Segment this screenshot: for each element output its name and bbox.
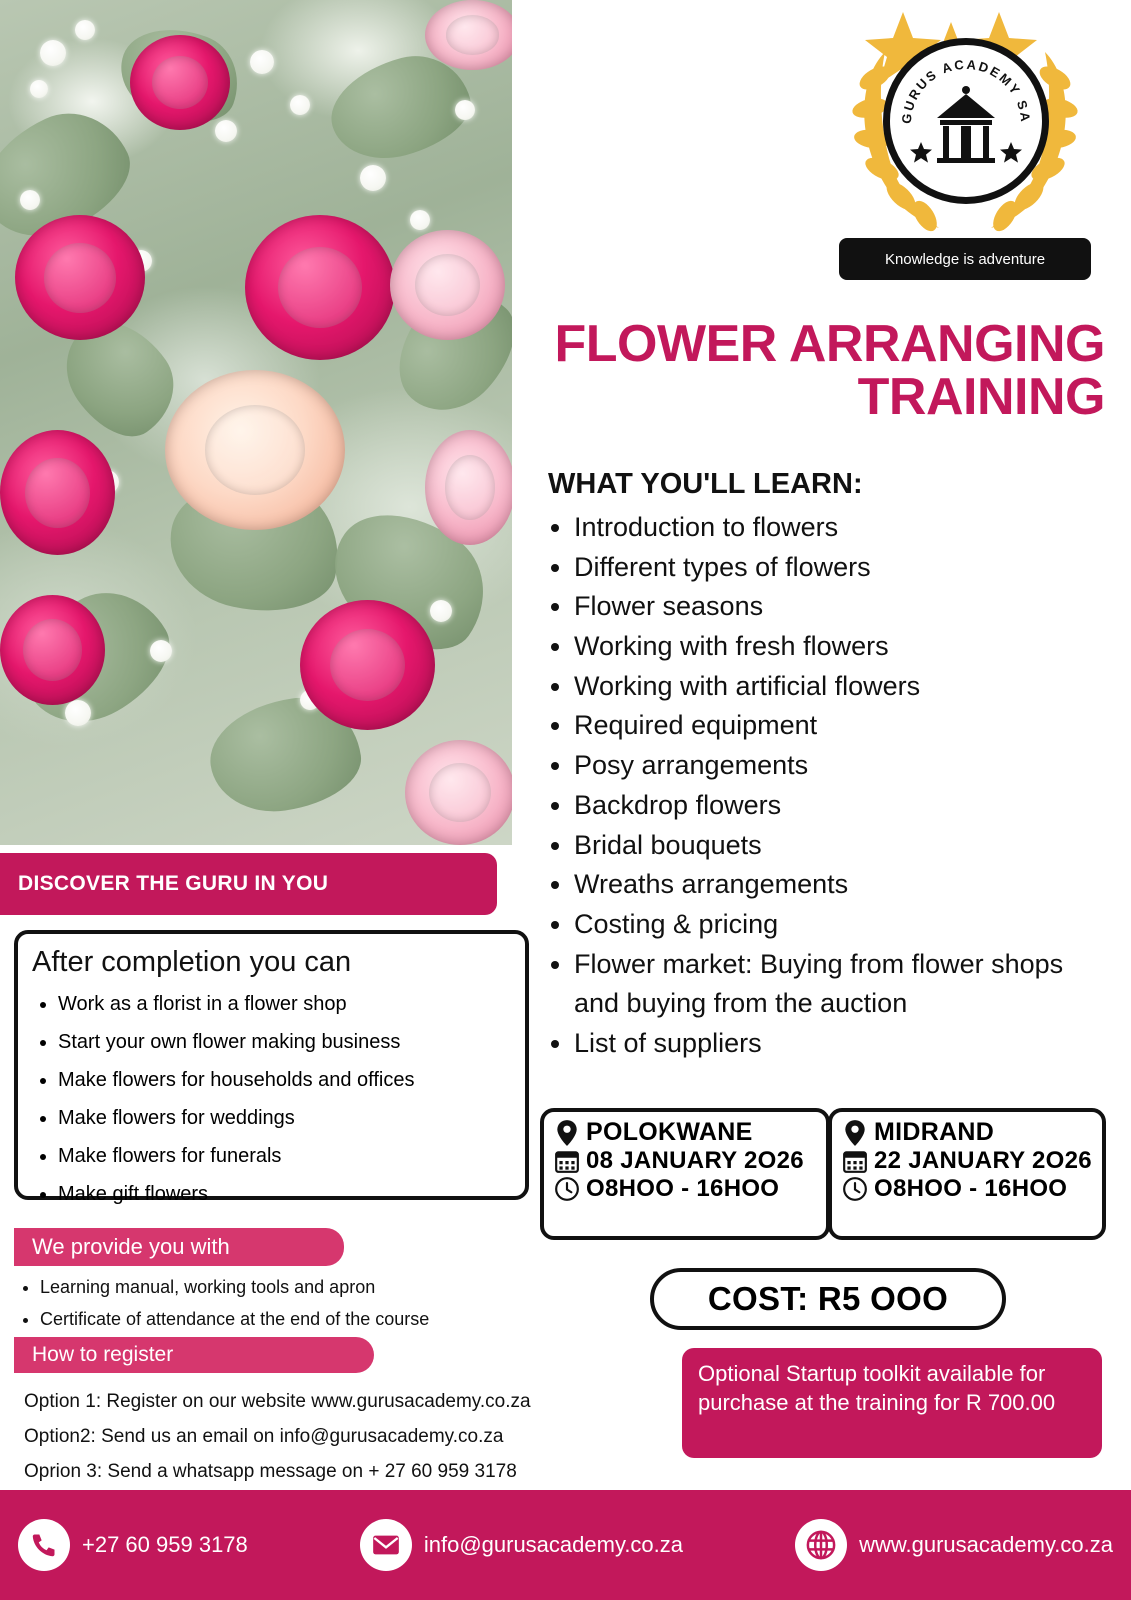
list-item: • Required equipment	[574, 706, 1108, 746]
list-item: • Work as a florist in a flower shop	[58, 985, 511, 1023]
location-pin-icon	[554, 1119, 580, 1147]
venue-date-row	[842, 1147, 1092, 1175]
register-option: Oprion 3: Send a whatsapp message on + 27 60 959 3178	[24, 1461, 517, 1483]
venue-time: O8HOO - 16HOO	[586, 1175, 780, 1202]
discover-banner	[0, 853, 497, 915]
register-option: Option 1: Register on our website www.gurusacademy.co.za	[24, 1391, 531, 1412]
venue-city: POLOKWANE	[586, 1118, 753, 1146]
footer-website-text: www.gurusacademy.co.za	[859, 1532, 1114, 1557]
flower-bouquet-photo	[0, 0, 512, 845]
list-item: • Introduction to flowers	[574, 508, 1108, 548]
list-item: • Costing & pricing	[574, 905, 1108, 945]
footer-phone-text: +27 60 959 3178	[82, 1532, 248, 1557]
page-title	[525, 315, 1105, 427]
venue-date: 08 JANUARY 2O26	[586, 1147, 804, 1174]
contact-footer	[0, 1490, 1131, 1600]
location-pin-icon	[842, 1119, 868, 1147]
register-heading-text: How to register	[32, 1343, 174, 1366]
list-item: • Learning manual, working tools and apron	[40, 1272, 580, 1304]
list-item: • Make gift flowers	[58, 1175, 511, 1213]
gazebo-icon	[891, 46, 1041, 196]
logo-tagline	[839, 238, 1091, 280]
list-item: • Different types of flowers	[574, 548, 1108, 588]
list-item: • List of suppliers	[574, 1024, 1108, 1064]
list-item: • Make flowers for households and offices	[58, 1061, 511, 1099]
venue-card-polokwane	[540, 1108, 830, 1240]
venue-time: O8HOO - 16HOO	[874, 1175, 1068, 1202]
provide-heading-tag	[14, 1228, 344, 1266]
clock-icon	[842, 1175, 868, 1203]
venue-time-row	[554, 1175, 816, 1203]
calendar-icon	[842, 1147, 868, 1175]
footer-phone[interactable]	[18, 1519, 248, 1571]
svg-text:GURUS ACADEMY SA: GURUS ACADEMY SA	[898, 56, 1034, 125]
list-item: • Flower market: Buying from flower shops and buying from the auction	[574, 945, 1108, 1024]
logo-tagline-text: Knowledge is adventure	[884, 250, 1046, 268]
list-item: • Working with artificial flowers	[574, 667, 1108, 707]
discover-banner-text: DISCOVER THE GURU IN YOU	[18, 872, 329, 895]
venue-city-row	[842, 1118, 1092, 1147]
venue-city: MIDRAND	[874, 1118, 995, 1146]
footer-email-text: info@gurusacademy.co.za	[423, 1532, 684, 1557]
toolkit-text: Optional Startup toolkit available for purchase at the training for R 700.00	[698, 1361, 1056, 1415]
provide-heading-text: We provide you with	[32, 1234, 230, 1259]
envelope-icon	[360, 1519, 412, 1571]
learn-heading: WHAT YOU'LL LEARN:	[548, 468, 863, 500]
logo-circle	[883, 38, 1049, 204]
title-line-2: TRAINING	[857, 368, 1105, 427]
list-item: • Backdrop flowers	[574, 786, 1108, 826]
list-item: • Certificate of attendance at the end of the course	[40, 1304, 580, 1336]
footer-email[interactable]	[360, 1519, 683, 1571]
venue-date-row	[554, 1147, 816, 1175]
cost-badge	[650, 1268, 1006, 1330]
brand-logo	[839, 0, 1091, 300]
after-completion-list	[32, 985, 511, 1213]
list-item: • Working with fresh flowers	[574, 627, 1108, 667]
after-completion-heading: After completion you can	[32, 946, 352, 978]
cost-text: COST: R5 OOO	[707, 1280, 949, 1317]
clock-icon	[554, 1175, 580, 1203]
title-line-1: FLOWER ARRANGING	[554, 315, 1105, 373]
toolkit-note	[682, 1348, 1102, 1458]
list-item: • Bridal bouquets	[574, 826, 1108, 866]
provide-list	[40, 1272, 580, 1335]
register-option: Option2: Send us an email on info@gurusacademy.co.za	[24, 1426, 504, 1448]
phone-icon	[18, 1519, 70, 1571]
list-item: • Make flowers for funerals	[58, 1137, 511, 1175]
register-options	[24, 1384, 684, 1489]
venue-date: 22 JANUARY 2O26	[874, 1147, 1092, 1174]
list-item: • Make flowers for weddings	[58, 1099, 511, 1137]
list-item: • Posy arrangements	[574, 746, 1108, 786]
learn-list	[548, 508, 1108, 1064]
globe-icon	[795, 1519, 847, 1571]
list-item: • Wreaths arrangements	[574, 865, 1108, 905]
list-item: • Flower seasons	[574, 587, 1108, 627]
list-item: • Start your own flower making business	[58, 1023, 511, 1061]
after-completion-box	[14, 930, 529, 1205]
venue-card-midrand	[828, 1108, 1106, 1240]
venue-time-row	[842, 1175, 1092, 1203]
register-heading-tag	[14, 1337, 374, 1373]
footer-website[interactable]	[795, 1519, 1113, 1571]
calendar-icon	[554, 1147, 580, 1175]
venue-city-row	[554, 1118, 816, 1147]
